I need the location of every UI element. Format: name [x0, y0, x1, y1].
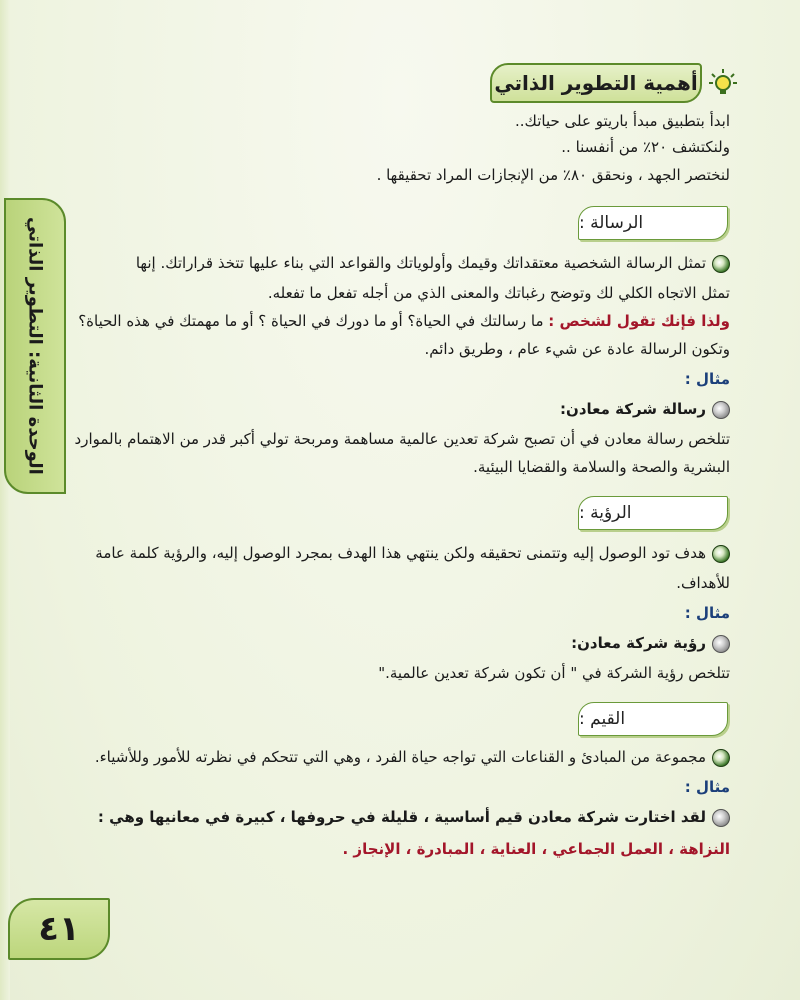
- mission-example-title: رسالة شركة معادن:: [560, 400, 706, 418]
- bullet-grey-icon: [712, 635, 730, 653]
- unit-side-tab: [4, 198, 66, 494]
- values-line-1: [50, 746, 730, 768]
- intro-line-3: لنختصر الجهد ، ونحقق ٨٠٪ من الإنجازات المراد تحقيقها .: [376, 166, 730, 184]
- main-heading: [490, 64, 738, 102]
- vision-example-title: رؤية شركة معادن:: [571, 634, 706, 652]
- mission-example-line-2: البشرية والصحة والسلامة والقضايا البيئية.: [473, 458, 730, 476]
- mission-para-line-1: [50, 252, 730, 274]
- mission-para-text-1: تمثل الرسالة الشخصية معتقداتك وقيمك وأولوياتك والقواعد التي بناء عليها تتخذ قراراتك. إنها: [135, 254, 706, 272]
- section-heading-vision: الرؤية :: [578, 496, 728, 530]
- section-heading-values: القيم :: [578, 702, 728, 736]
- values-example-label: مثال :: [684, 778, 730, 796]
- vision-example-label: مثال :: [684, 604, 730, 622]
- vision-line-2: للأهداف.: [676, 574, 730, 592]
- bullet-icon: [712, 255, 730, 273]
- bullet-icon: [712, 749, 730, 767]
- vision-text-1: هدف تود الوصول إليه وتتمنى تحقيقه ولكن ينتهي هذا الهدف بمجرد الوصول إليه، والرؤية كلمة عامة: [95, 544, 706, 562]
- vision-line-1: [50, 542, 730, 564]
- page-edge: [0, 0, 10, 1000]
- bullet-grey-icon: [712, 809, 730, 827]
- intro-line-2: ولنكتشف ٢٠٪ من أنفسنا ..: [561, 138, 730, 156]
- mission-ask-red: ولذا فإنك تقول لشخص :: [548, 312, 730, 330]
- mission-example-line-1: تتلخص رسالة معادن في أن تصبح شركة تعدين عالمية مساهمة ومربحة تولي أكبر قدر من الاهتمام بالموارد: [74, 430, 730, 448]
- page-number: ٤١: [8, 898, 110, 960]
- values-list: النزاهة ، العمل الجماعي ، العناية ، المبادرة ، الإنجاز .: [342, 840, 730, 858]
- mission-example-label: مثال :: [684, 370, 730, 388]
- mission-ask-rest: ما رسالتك في الحياة؟ أو ما دورك في الحياة ؟ أو ما مهمتك في هذه الحياة؟: [78, 312, 549, 330]
- mission-para-line-2: تمثل الاتجاه الكلي لك وتوضح رغباتك والمعنى الذي من أجله تفعل ما تفعله.: [267, 284, 730, 302]
- values-example-text: لقد اختارت شركة معادن قيم أساسية ، قليلة في حروفها ، كبيرة في معانيها وهي :: [97, 808, 706, 826]
- main-heading-label: أهمية التطوير الذاتي: [490, 63, 702, 103]
- mission-example-title-line: [50, 398, 730, 420]
- intro-line-1: ابدأ بتطبيق مبدأ باريتو على حياتك..: [515, 112, 730, 130]
- unit-side-tab-label: الوحدة الثانية: التطوير الذاتي: [24, 217, 46, 475]
- values-text-1: مجموعة من المبادئ و القناعات التي تواجه حياة الفرد ، وهي التي تتحكم في نظرته للأمور وللأشياء.: [94, 748, 706, 766]
- bullet-grey-icon: [712, 401, 730, 419]
- lightbulb-icon: [708, 68, 738, 98]
- vision-example-title-line: [50, 632, 730, 654]
- vision-example-line: تتلخص رؤية الشركة في " أن تكون شركة تعدين عالمية.": [378, 664, 730, 682]
- values-example-line: [50, 806, 730, 828]
- section-heading-mission: الرسالة :: [578, 206, 728, 240]
- mission-line-3: وتكون الرسالة عادة عن شيء عام ، وطريق دائم.: [424, 340, 730, 358]
- mission-ask-line: [50, 310, 730, 332]
- bullet-icon: [712, 545, 730, 563]
